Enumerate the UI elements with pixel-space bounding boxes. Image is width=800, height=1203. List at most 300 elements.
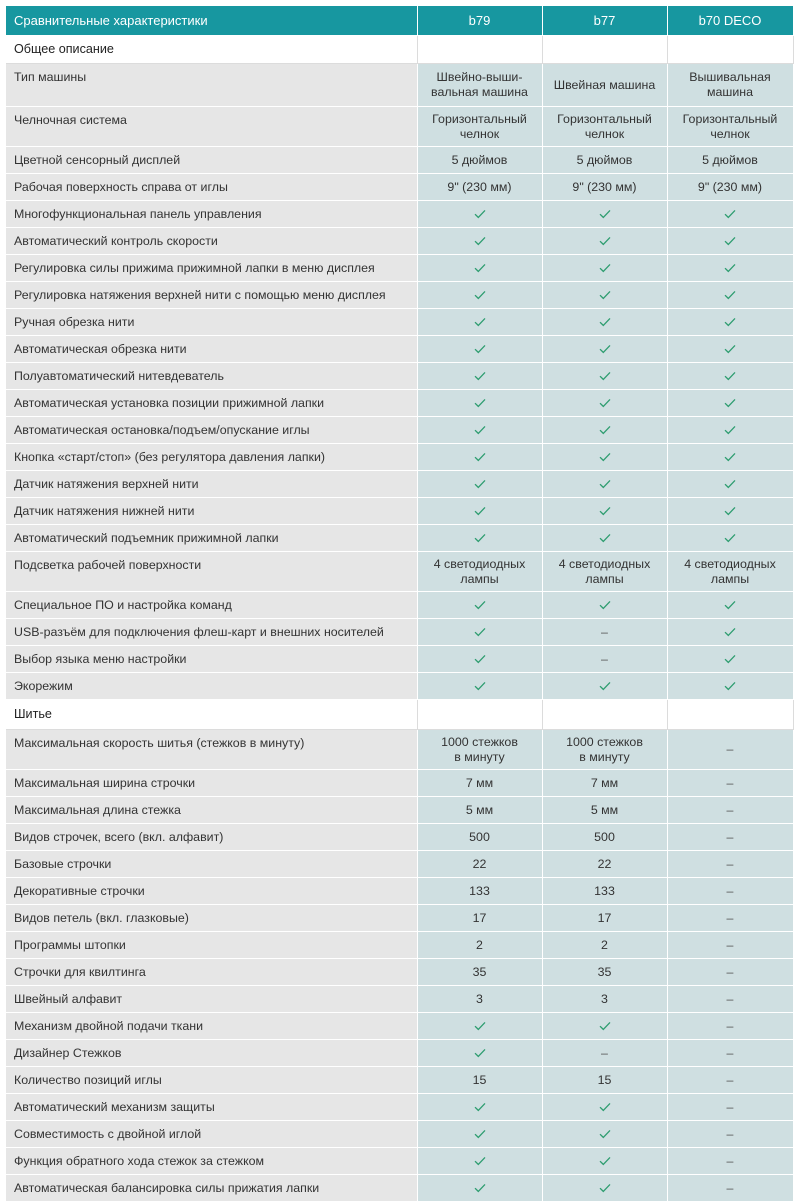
value-text-line: 4 светодиодных (684, 556, 776, 571)
value-text-line: 3 (476, 991, 483, 1006)
check-icon (474, 425, 486, 435)
value-check-cell (417, 525, 542, 552)
value-check-cell (667, 255, 793, 282)
table-row (6, 1067, 793, 1094)
value-check-cell (542, 673, 667, 700)
value-check-cell (417, 1094, 542, 1121)
value-text-line: челнок (584, 126, 625, 141)
row-label: Датчик натяжения верхней нити (6, 471, 417, 498)
value-text-cell (417, 730, 542, 770)
table-row (6, 1175, 793, 1202)
value-dash-cell (667, 770, 793, 797)
value-text-line: Горизонтальный (432, 111, 527, 126)
check-icon (724, 533, 736, 543)
row-label: Челночная система (6, 107, 417, 147)
value-text-line: 1000 стежков (441, 734, 518, 749)
row-label: Видов петель (вкл. глазковые) (6, 905, 417, 932)
value-dash-cell (667, 824, 793, 851)
value-text-cell (417, 64, 542, 107)
row-label: Автоматическая балансировка силы прижатия лапки (6, 1175, 417, 1202)
value-text-cell (542, 174, 667, 201)
value-dash-cell (667, 730, 793, 770)
value-check-cell (417, 255, 542, 282)
value-check-cell (542, 1121, 667, 1148)
check-icon (724, 627, 736, 637)
value-check-cell (417, 673, 542, 700)
dash-mark: – (601, 624, 608, 639)
value-text-line: вальная машина (431, 85, 528, 99)
check-icon (474, 344, 486, 354)
check-icon (724, 290, 736, 300)
check-icon (474, 263, 486, 273)
value-check-cell (667, 201, 793, 228)
value-check-cell (417, 1013, 542, 1040)
value-text-line: 35 (472, 964, 487, 979)
section-header-row (6, 700, 793, 730)
value-text-line: 500 (469, 829, 490, 844)
value-check-cell (417, 363, 542, 390)
check-icon (599, 600, 611, 610)
value-check-cell (417, 309, 542, 336)
row-label: Тип машины (6, 64, 417, 107)
value-text-line: в минуту (579, 749, 630, 764)
value-check-cell (667, 673, 793, 700)
value-text-line: 9" (230 мм) (447, 179, 512, 194)
value-text-line: 1000 стежков (566, 734, 643, 749)
check-icon (724, 236, 736, 246)
value-dash-cell (542, 619, 667, 646)
value-text-line: Горизонтальный (682, 111, 778, 126)
value-text-cell (542, 851, 667, 878)
row-label: Регулировка натяжения верхней нити с помощью меню дисплея (6, 282, 417, 309)
check-icon (724, 452, 736, 462)
value-check-cell (417, 498, 542, 525)
value-check-cell (667, 309, 793, 336)
table-row (6, 309, 793, 336)
check-icon (474, 1102, 486, 1112)
value-text-cell (417, 797, 542, 824)
check-icon (724, 209, 736, 219)
value-dash-cell (667, 986, 793, 1013)
check-icon (724, 681, 736, 691)
row-label: Дизайнер Стежков (6, 1040, 417, 1067)
section-header-row (6, 36, 793, 64)
table-row (6, 552, 793, 592)
check-icon (474, 209, 486, 219)
value-text-cell (667, 147, 793, 174)
check-icon (474, 533, 486, 543)
value-text-cell (667, 174, 793, 201)
value-check-cell (667, 646, 793, 673)
value-check-cell (417, 592, 542, 619)
dash-mark: – (726, 1180, 734, 1195)
value-text-line: 9" (230 мм) (697, 179, 763, 194)
value-text-cell (542, 905, 667, 932)
value-text-cell (417, 147, 542, 174)
table-row (6, 201, 793, 228)
value-text-line: 133 (594, 883, 615, 898)
table-row (6, 673, 793, 700)
value-text-cell (542, 64, 667, 107)
dash-mark: – (726, 910, 734, 925)
section-title: Общее описание (6, 36, 417, 64)
value-text-cell (417, 552, 542, 592)
value-text-cell (542, 770, 667, 797)
value-text-cell (542, 959, 667, 986)
check-icon (474, 236, 486, 246)
value-dash-cell (667, 1067, 793, 1094)
value-check-cell (417, 228, 542, 255)
row-label: Специальное ПО и настройка команд (6, 592, 417, 619)
table-row (6, 1013, 793, 1040)
value-text-line: 4 светодиодных (433, 556, 526, 571)
value-dash-cell (667, 1175, 793, 1202)
value-check-cell (667, 471, 793, 498)
check-icon (599, 533, 611, 543)
dash-mark: – (726, 883, 734, 898)
check-icon (599, 479, 611, 489)
value-text-line: 15 (472, 1072, 487, 1087)
value-check-cell (417, 444, 542, 471)
dash-mark: – (726, 1045, 734, 1060)
value-dash-cell (667, 959, 793, 986)
value-check-cell (542, 444, 667, 471)
section-empty-cell (667, 36, 793, 64)
value-text-cell (417, 959, 542, 986)
table-row (6, 444, 793, 471)
value-check-cell (667, 592, 793, 619)
value-text-cell (667, 64, 793, 107)
check-icon (599, 398, 611, 408)
row-label: Автоматическая установка позиции прижимной лапки (6, 390, 417, 417)
table-row (6, 1121, 793, 1148)
row-label: Автоматический подъемник прижимной лапки (6, 525, 417, 552)
table-row (6, 471, 793, 498)
row-label: Количество позиций иглы (6, 1067, 417, 1094)
value-text-cell (542, 147, 667, 174)
value-check-cell (667, 390, 793, 417)
table-row (6, 770, 793, 797)
value-text-line: 5 дюймов (451, 152, 508, 167)
table-row (6, 363, 793, 390)
dash-mark: – (726, 1018, 734, 1033)
value-text-line: 22 (472, 856, 487, 871)
value-check-cell (542, 1175, 667, 1202)
check-icon (724, 263, 736, 273)
value-dash-cell (667, 851, 793, 878)
value-text-line: Швейная машина (553, 77, 656, 92)
table-header-row (6, 6, 793, 36)
header-model-b70-deco: b70 DECO (667, 6, 793, 36)
value-check-cell (542, 471, 667, 498)
value-check-cell (542, 525, 667, 552)
check-icon (599, 236, 611, 246)
check-icon (599, 681, 611, 691)
value-text-line: лампы (585, 571, 624, 586)
row-label: Максимальная ширина строчки (6, 770, 417, 797)
value-check-cell (542, 592, 667, 619)
check-icon (724, 600, 736, 610)
check-icon (474, 1021, 486, 1031)
check-icon (599, 344, 611, 354)
dash-mark: – (726, 937, 734, 952)
value-text-cell (417, 107, 542, 147)
value-check-cell (667, 525, 793, 552)
value-check-cell (417, 1175, 542, 1202)
dash-mark: – (726, 1072, 734, 1087)
value-text-line: 2 (476, 937, 483, 952)
dash-mark: – (726, 1126, 734, 1141)
value-check-cell (417, 1148, 542, 1175)
dash-mark: – (601, 651, 608, 666)
value-text-line: 133 (469, 883, 490, 898)
value-check-cell (667, 444, 793, 471)
table-row (6, 619, 793, 646)
table-row (6, 1094, 793, 1121)
row-label: Рабочая поверхность справа от иглы (6, 174, 417, 201)
table-row (6, 417, 793, 444)
value-check-cell (417, 1040, 542, 1067)
section-empty-cell (417, 36, 542, 64)
check-icon (474, 1048, 486, 1058)
value-text-line: лампы (710, 571, 750, 586)
value-text-line: 22 (597, 856, 612, 871)
section-empty-cell (542, 36, 667, 64)
value-dash-cell (542, 646, 667, 673)
comparison-table-container (6, 6, 793, 1202)
value-text-cell (417, 878, 542, 905)
table-row (6, 525, 793, 552)
value-check-cell (417, 390, 542, 417)
check-icon (724, 479, 736, 489)
value-text-cell (542, 824, 667, 851)
value-text-line: 15 (597, 1072, 612, 1087)
table-row (6, 986, 793, 1013)
table-row (6, 905, 793, 932)
check-icon (599, 506, 611, 516)
table-row (6, 878, 793, 905)
value-text-line: Вышивальная (689, 70, 771, 84)
row-label: Совместимость с двойной иглой (6, 1121, 417, 1148)
table-row (6, 959, 793, 986)
row-label: Цветной сенсорный дисплей (6, 147, 417, 174)
value-dash-cell (667, 1013, 793, 1040)
table-row (6, 592, 793, 619)
check-icon (724, 317, 736, 327)
value-text-cell (417, 986, 542, 1013)
row-label: Видов строчек, всего (вкл. алфавит) (6, 824, 417, 851)
value-check-cell (542, 363, 667, 390)
table-row (6, 107, 793, 147)
check-icon (474, 681, 486, 691)
dash-mark: – (726, 1099, 734, 1114)
dash-mark: – (601, 1045, 608, 1060)
table-row (6, 147, 793, 174)
value-text-cell (542, 730, 667, 770)
value-check-cell (417, 1121, 542, 1148)
row-label: Многофункциональная панель управления (6, 201, 417, 228)
dash-mark: – (726, 856, 734, 871)
check-icon (599, 263, 611, 273)
row-label: Базовые строчки (6, 851, 417, 878)
row-label: Программы штопки (6, 932, 417, 959)
value-text-line: 2 (601, 937, 608, 952)
value-text-cell (667, 107, 793, 147)
row-label: Полуавтоматический нитевдеватель (6, 363, 417, 390)
value-text-line: 5 дюймов (576, 152, 633, 167)
dash-mark: – (726, 1153, 734, 1168)
value-check-cell (542, 228, 667, 255)
row-label: Подсветка рабочей поверхности (6, 552, 417, 592)
check-icon (724, 425, 736, 435)
value-dash-cell (667, 797, 793, 824)
value-dash-cell (542, 1040, 667, 1067)
row-label: Регулировка силы прижима прижимной лапки в меню дисплея (6, 255, 417, 282)
value-text-line: челнок (710, 126, 750, 141)
check-icon (474, 479, 486, 489)
value-check-cell (417, 201, 542, 228)
value-check-cell (667, 619, 793, 646)
table-row (6, 228, 793, 255)
value-text-cell (417, 851, 542, 878)
value-text-line: 5 дюймов (702, 152, 758, 167)
check-icon (474, 290, 486, 300)
value-check-cell (667, 498, 793, 525)
value-text-line: 7 мм (465, 775, 494, 790)
value-check-cell (542, 498, 667, 525)
row-label: Выбор языка меню настройки (6, 646, 417, 673)
value-check-cell (542, 309, 667, 336)
table-row (6, 336, 793, 363)
value-check-cell (417, 282, 542, 309)
value-text-line: 35 (597, 964, 612, 979)
check-icon (474, 627, 486, 637)
row-label: Механизм двойной подачи ткани (6, 1013, 417, 1040)
check-icon (474, 1183, 486, 1193)
check-icon (599, 317, 611, 327)
value-check-cell (417, 417, 542, 444)
table-row (6, 64, 793, 107)
value-text-line: лампы (460, 571, 499, 586)
value-dash-cell (667, 1121, 793, 1148)
value-check-cell (667, 363, 793, 390)
row-label: Экорежим (6, 673, 417, 700)
value-dash-cell (667, 1094, 793, 1121)
section-empty-cell (417, 700, 542, 730)
check-icon (474, 371, 486, 381)
value-check-cell (667, 417, 793, 444)
value-check-cell (667, 336, 793, 363)
value-text-line: 9" (230 мм) (572, 179, 637, 194)
row-label: Автоматическая обрезка нити (6, 336, 417, 363)
value-text-cell (542, 552, 667, 592)
value-text-cell (417, 932, 542, 959)
value-check-cell (417, 336, 542, 363)
row-label: Автоматическая остановка/подъем/опускание иглы (6, 417, 417, 444)
dash-mark: – (726, 829, 734, 844)
table-row (6, 730, 793, 770)
check-icon (474, 1129, 486, 1139)
value-check-cell (542, 282, 667, 309)
check-icon (474, 452, 486, 462)
value-text-line: 17 (597, 910, 612, 925)
value-dash-cell (667, 905, 793, 932)
check-icon (474, 506, 486, 516)
value-check-cell (542, 201, 667, 228)
table-row (6, 1040, 793, 1067)
row-label: Автоматический механизм защиты (6, 1094, 417, 1121)
check-icon (599, 1129, 611, 1139)
value-text-cell (542, 878, 667, 905)
value-check-cell (542, 336, 667, 363)
table-row (6, 797, 793, 824)
value-check-cell (542, 255, 667, 282)
value-text-line: Горизонтальный (557, 111, 652, 126)
section-empty-cell (542, 700, 667, 730)
row-label: Автоматический контроль скорости (6, 228, 417, 255)
check-icon (599, 1183, 611, 1193)
check-icon (474, 1156, 486, 1166)
header-model-b77: b77 (542, 6, 667, 36)
value-text-line: 500 (594, 829, 615, 844)
value-dash-cell (667, 1040, 793, 1067)
table-row (6, 282, 793, 309)
row-label: Ручная обрезка нити (6, 309, 417, 336)
value-text-line: 3 (601, 991, 608, 1006)
check-icon (724, 398, 736, 408)
value-text-cell (667, 552, 793, 592)
section-title: Шитье (6, 700, 417, 730)
check-icon (474, 654, 486, 664)
table-row (6, 851, 793, 878)
value-dash-cell (667, 1148, 793, 1175)
value-text-cell (542, 1067, 667, 1094)
check-icon (724, 654, 736, 664)
check-icon (599, 425, 611, 435)
check-icon (599, 1156, 611, 1166)
row-label: Швейный алфавит (6, 986, 417, 1013)
value-text-cell (542, 797, 667, 824)
check-icon (599, 290, 611, 300)
row-label: Датчик натяжения нижней нити (6, 498, 417, 525)
value-check-cell (542, 417, 667, 444)
table-row (6, 255, 793, 282)
value-text-cell (542, 986, 667, 1013)
table-row (6, 498, 793, 525)
value-text-cell (417, 1067, 542, 1094)
check-icon (599, 209, 611, 219)
value-text-line: Швейно-выши- (436, 70, 523, 84)
table-row (6, 932, 793, 959)
header-model-b79: b79 (417, 6, 542, 36)
value-text-cell (417, 174, 542, 201)
value-text-line: 5 мм (465, 802, 494, 817)
value-check-cell (667, 282, 793, 309)
row-label: Максимальная скорость шитья (стежков в минуту) (6, 730, 417, 770)
table-row (6, 174, 793, 201)
check-icon (599, 1102, 611, 1112)
value-check-cell (542, 1013, 667, 1040)
dash-mark: – (726, 802, 734, 817)
value-check-cell (417, 619, 542, 646)
value-text-cell (417, 905, 542, 932)
value-text-line: 5 мм (590, 802, 619, 817)
value-check-cell (417, 646, 542, 673)
check-icon (474, 600, 486, 610)
check-icon (599, 452, 611, 462)
dash-mark: – (726, 991, 734, 1006)
dash-mark: – (726, 964, 734, 979)
